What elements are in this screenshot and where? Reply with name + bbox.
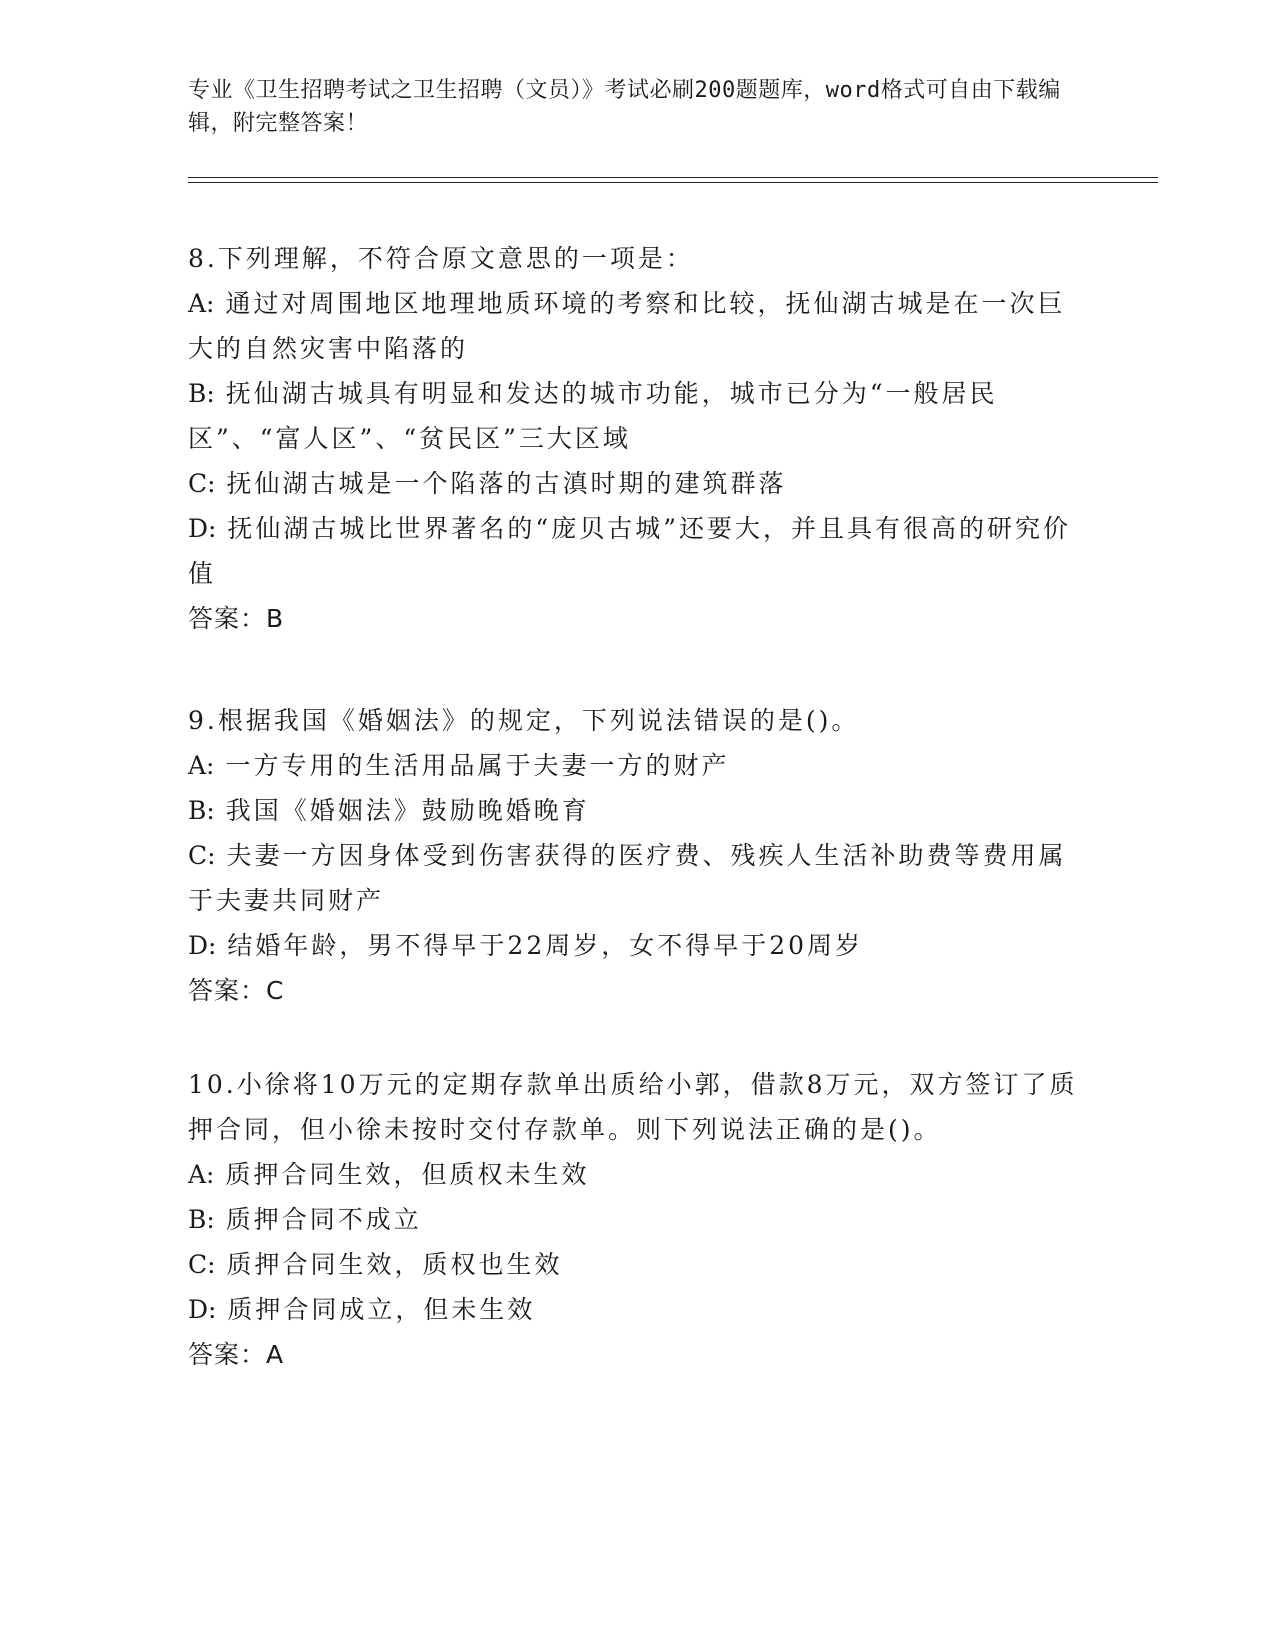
option-b — [188, 371, 1088, 461]
option-a — [188, 281, 1088, 371]
option-a — [188, 743, 1088, 788]
document-header: 专业《卫生招聘考试之卫生招聘（文员）》考试必刷200题题库，word格式可自由下载编辑，附完整答案！ — [188, 78, 1061, 136]
option-letter: C: — [188, 1250, 216, 1279]
option-text: 质押合同成立，但未生效 — [227, 1295, 536, 1324]
option-a — [188, 1152, 1088, 1197]
option-letter: A: — [188, 289, 215, 318]
option-letter: A: — [188, 751, 215, 780]
question-stem: 8.下列理解，不符合原文意思的一项是： — [188, 244, 694, 273]
answer-line: 答案：C — [188, 976, 285, 1005]
question-stem: 10.小徐将10万元的定期存款单出质给小郭，借款8万元，双方签订了质押合同，但小徐未按时交付存款单。则下列说法正确的是()。 — [188, 1070, 1078, 1144]
question-8 — [188, 236, 1088, 641]
option-b — [188, 1197, 1088, 1242]
option-letter: C: — [188, 841, 216, 870]
option-text: 结婚年龄，男不得早于22周岁，女不得早于20周岁 — [227, 931, 864, 960]
option-letter: B: — [188, 796, 215, 825]
option-text: 抚仙湖古城是一个陷落的古滇时期的建筑群落 — [226, 469, 787, 498]
option-text: 质押合同生效，质权也生效 — [226, 1250, 563, 1279]
option-letter: C: — [188, 469, 216, 498]
option-d — [188, 506, 1088, 596]
option-c — [188, 833, 1088, 923]
option-text: 抚仙湖古城比世界著名的“庞贝古城”还要大，并且具有很高的研究价值 — [188, 514, 1071, 588]
option-c — [188, 1242, 1088, 1287]
option-d — [188, 923, 1088, 968]
option-text: 通过对周围地区地理地质环境的考察和比较，抚仙湖古城是在一次巨大的自然灾害中陷落的 — [188, 289, 1066, 363]
option-d — [188, 1287, 1088, 1332]
header-divider-top — [188, 177, 1158, 178]
option-text: 质押合同生效，但质权未生效 — [225, 1160, 590, 1189]
option-text: 抚仙湖古城具有明显和发达的城市功能，城市已分为“一般居民区”、“富人区”、“贫民区”三大区域 — [188, 379, 998, 453]
option-letter: D: — [188, 1295, 217, 1324]
answer-line: 答案：B — [188, 604, 285, 633]
question-10 — [188, 1062, 1088, 1377]
question-9 — [188, 698, 1088, 1013]
answer-line: 答案：A — [188, 1340, 285, 1369]
option-text: 一方专用的生活用品属于夫妻一方的财产 — [225, 751, 730, 780]
option-text: 我国《婚姻法》鼓励晚婚晚育 — [225, 796, 590, 825]
option-text: 夫妻一方因身体受到伤害获得的医疗费、残疾人生活补助费等费用属于夫妻共同财产 — [188, 841, 1067, 915]
option-letter: B: — [188, 379, 215, 408]
option-text: 质押合同不成立 — [225, 1205, 422, 1234]
option-c — [188, 461, 1088, 506]
option-letter: D: — [188, 514, 217, 543]
option-letter: B: — [188, 1205, 215, 1234]
question-stem: 9.根据我国《婚姻法》的规定，下列说法错误的是()。 — [188, 706, 860, 735]
option-letter: D: — [188, 931, 217, 960]
option-letter: A: — [188, 1160, 215, 1189]
header-divider-bottom — [188, 182, 1158, 183]
option-b — [188, 788, 1088, 833]
